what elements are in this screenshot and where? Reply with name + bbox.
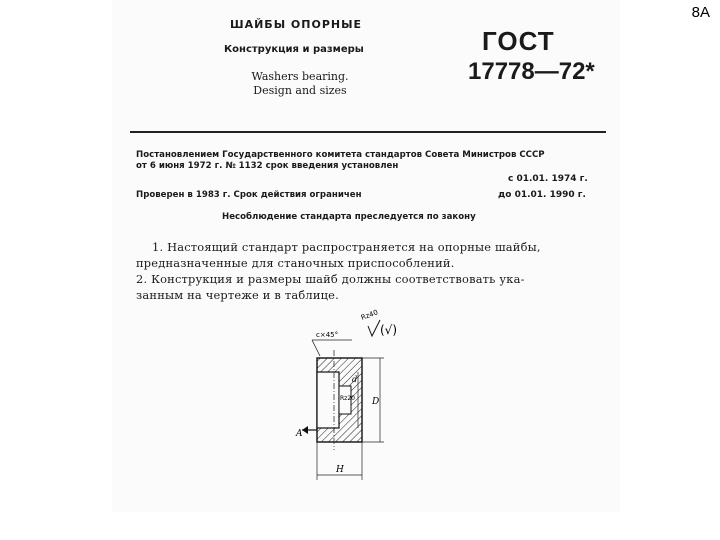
chamfer-leader bbox=[312, 340, 320, 356]
roughness-label: Rz40 bbox=[359, 308, 380, 322]
decree-line-1: Постановлением Государственного комитета стандартов Совета Министров СССР bbox=[136, 150, 545, 160]
gost-number: 17778—72* bbox=[468, 58, 595, 85]
paragraph-1-line-2: предназначенные для станочных приспособлений. bbox=[136, 256, 455, 270]
date-from: с 01.01. 1974 г. bbox=[508, 174, 588, 184]
paragraph-2-line-1: 2. Конструкция и размеры шайб должны соответствовать ука- bbox=[136, 272, 525, 286]
slide-number: 8А bbox=[691, 4, 710, 21]
english-title-line2: Design and sizes bbox=[253, 84, 347, 97]
date-to: до 01.01. 1990 г. bbox=[498, 190, 586, 200]
washer-drawing bbox=[272, 300, 432, 500]
scanned-document bbox=[112, 0, 620, 512]
law-notice: Несоблюдение стандарта преследуется по закону bbox=[222, 212, 476, 222]
roughness-icon bbox=[368, 320, 380, 336]
header-rule bbox=[130, 131, 606, 133]
dim-d-label: d bbox=[352, 375, 358, 384]
paragraph-2-line-2: занным на чертеже и в таблице. bbox=[136, 288, 339, 302]
document-subtitle: Конструкция и размеры bbox=[224, 44, 364, 55]
gost-label: ГОСТ bbox=[482, 26, 555, 56]
dim-H-label: H bbox=[336, 465, 344, 475]
chamfer-label: c×45° bbox=[316, 331, 339, 339]
english-title-line1: Washers bearing. bbox=[251, 70, 349, 83]
paragraph-1-line-1: 1. Настоящий стандарт распространяется на опорные шайбы, bbox=[152, 240, 541, 254]
dim-D-label: D bbox=[372, 397, 380, 407]
document-title: ШАЙБЫ ОПОРНЫЕ bbox=[230, 18, 363, 31]
inner-roughness-label: Rz20 bbox=[340, 395, 355, 402]
decree-line-2: от 6 июня 1972 г. № 1132 срок введения установлен bbox=[136, 161, 399, 171]
datum-arrow-icon bbox=[302, 426, 308, 434]
roughness-paren: (√) bbox=[380, 323, 398, 337]
english-title bbox=[248, 70, 352, 98]
checked-line: Проверен в 1983 г. Срок действия ограничен bbox=[136, 190, 362, 200]
datum-label: A bbox=[296, 429, 303, 439]
